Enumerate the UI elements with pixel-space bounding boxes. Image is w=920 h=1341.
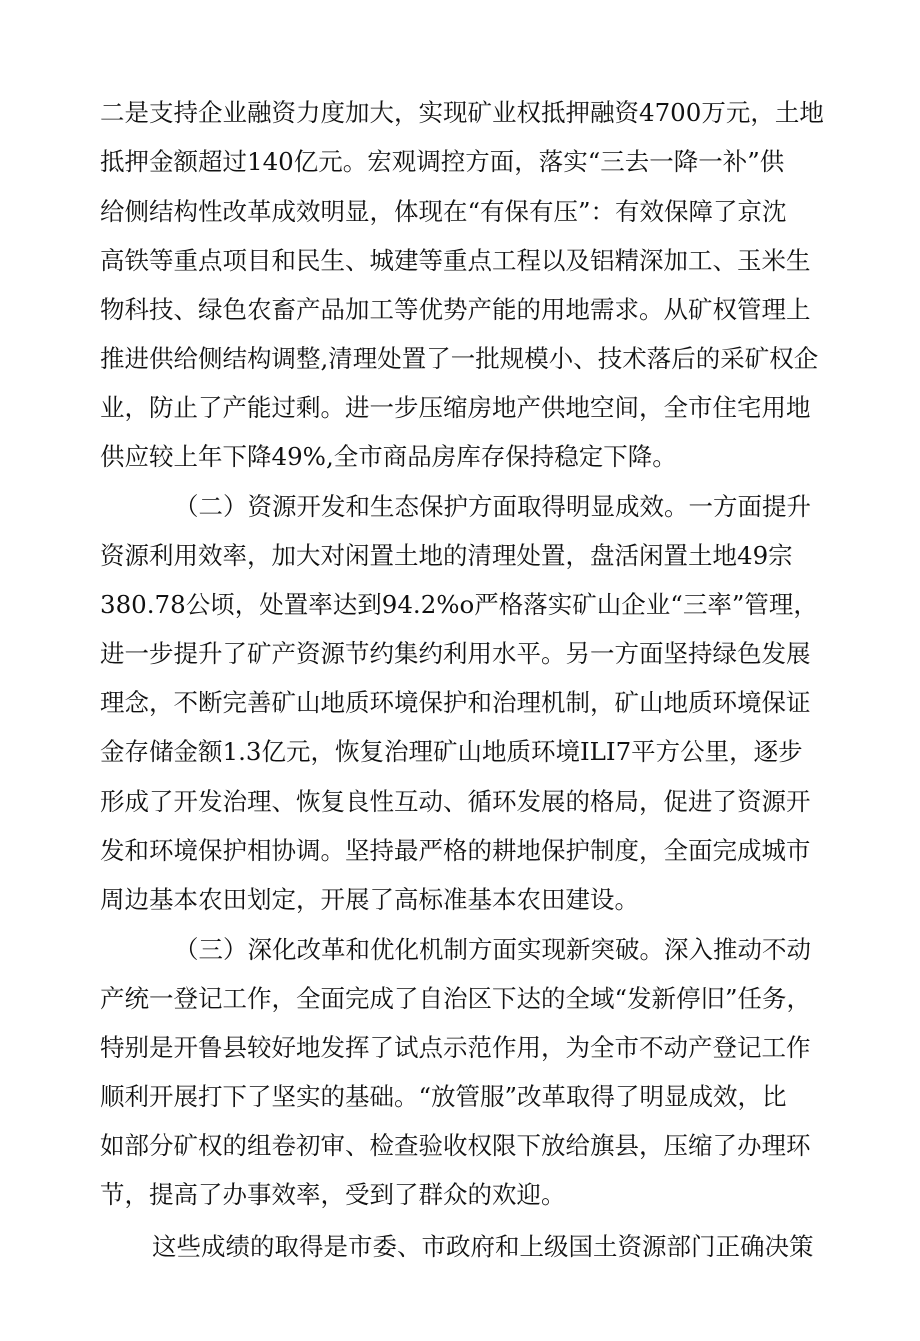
paragraph-line: 周边基本农田划定，开展了高标准基本农田建设。	[100, 885, 639, 914]
paragraph-line: 这些成绩的取得是市委、市政府和上级国土资源部门正确决策	[152, 1232, 814, 1261]
paragraph-line: 节，提高了办事效率，受到了群众的欢迎。	[100, 1180, 566, 1209]
paragraph-line: （二）资源开发和生态保护方面取得明显成效。一方面提升	[174, 492, 811, 521]
paragraph-line: 物科技、绿色农畜产品加工等优势产能的用地需求。从矿权管理上	[100, 295, 811, 324]
paragraph-line: 380.78公顷，处置率达到94.2%o严格落实矿山企业“三率”管理，	[100, 590, 818, 619]
paragraph-line: 资源利用效率，加大对闲置土地的清理处置，盘活闲置土地49宗	[100, 541, 793, 570]
paragraph-line: 高铁等重点项目和民生、城建等重点工程以及铝精深加工、玉米生	[100, 246, 811, 275]
paragraph-line: 顺利开展打下了坚实的基础。“放管服”改革取得了明显成效，比	[100, 1082, 787, 1111]
paragraph-line: 特别是开鲁县较好地发挥了试点示范作用，为全市不动产登记工作	[100, 1033, 811, 1062]
paragraph-line: 进一步提升了矿产资源节约集约利用水平。另一方面坚持绿色发展	[100, 639, 811, 668]
paragraph-line: 金存储金额1.3亿元，恢复治理矿山地质环境ILI7平方公里，逐步	[100, 737, 803, 766]
paragraph-line: 抵押金额超过140亿元。宏观调控方面，落实“三去一降一补”供	[100, 147, 785, 176]
paragraph-line: 业，防止了产能过剩。进一步压缩房地产供地空间，全市住宅用地	[100, 393, 811, 422]
paragraph-line: 理念，不断完善矿山地质环境保护和治理机制，矿山地质环境保证	[100, 688, 811, 717]
paragraph-line: 给侧结构性改革成效明显，体现在“有保有压”：有效保障了京沈	[100, 197, 787, 226]
paragraph-line: 二是支持企业融资力度加大，实现矿业权抵押融资4700万元，土地	[100, 98, 824, 127]
paragraph-line: 发和环境保护相协调。坚持最严格的耕地保护制度，全面完成城市	[100, 836, 811, 865]
paragraph-line: 形成了开发治理、恢复良性互动、循环发展的格局，促进了资源开	[100, 787, 811, 816]
paragraph-line: 产统一登记工作，全面完成了自治区下达的全域“发新停旧”任务，	[100, 984, 812, 1013]
paragraph-line: （三）深化改革和优化机制方面实现新突破。深入推动不动	[174, 935, 811, 964]
paragraph-line: 如部分矿权的组卷初审、检查验收权限下放给旗县，压缩了办理环	[100, 1131, 811, 1160]
paragraph-line: 推进供给侧结构调整,清理处置了一批规模小、技术落后的采矿权企	[100, 344, 819, 373]
paragraph-line: 供应较上年下降49%,全市商品房库存保持稳定下降。	[100, 442, 677, 471]
